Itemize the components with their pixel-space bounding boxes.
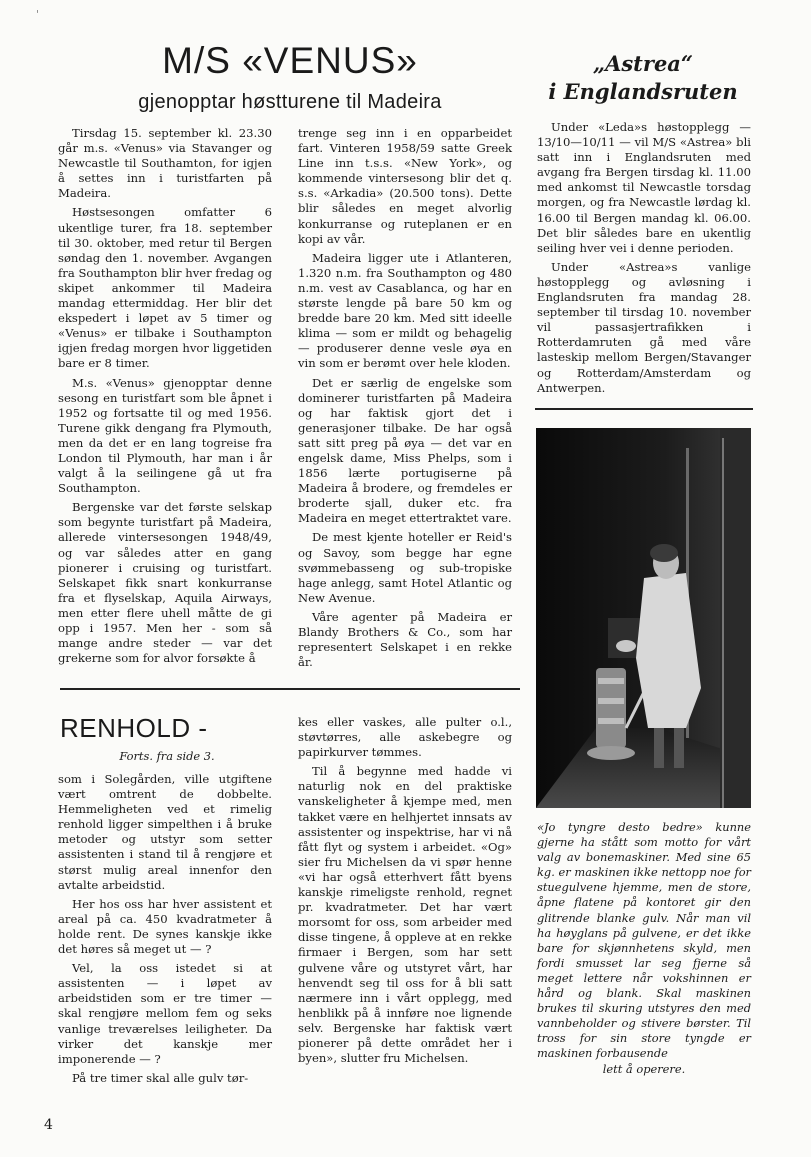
astrea-headline-line-1: „Astrea“ (592, 51, 693, 76)
section-divider (60, 688, 520, 690)
photo-caption (537, 820, 751, 1077)
renhold-paragraph: Til å begynne med hadde vi naturlig nok en del praktiske vanskeligheter å kjempe med, men takket være en helhjertet innsats av assistenter og inspektrise, har vi nå fått flyt og system i arbeidet. «Og» sier fru Michelsen da vi spør henne «vi har også etterhvert fått byens kanskje rimeligste renhold, regnet pr. kvadratmeter. Det har vært morsomt for oss, som arbeider med disse tingene, å oppleve at en rekke firmaer i Bergen, som har sett gulvene våre og utstyret vårt, har henvendt seg til oss for å bli satt nærmere inn i vårt opplegg, med henblikk på å innføre noe lignende selv. Bergenske har faktisk vært pionerer på dette området her i byen», slutter fru Michelsen. (298, 764, 512, 1066)
corner-mark: ' (36, 8, 40, 21)
renhold-paragraph: Her hos oss har hver assistent et areal på ca. 450 kvadratmeter å holde rent. De synes kanskje ikke det høres så meget ut — ? (58, 896, 272, 957)
renhold-column-1 (58, 772, 272, 1090)
astrea-headline-line-2: i Englandsruten (548, 79, 738, 104)
venus-paragraph: Bergenske var det første selskap som begynte turistfart på Madeira, allerede vintersesongen 1948/49, og var således atter en gang pionerer i cruising og turistfart. Selskapet fikk snart konkurranse fra et flyselskap, Aquila Airways, men etter flere uhell måtte de gi opp i 1957. Men her - som så mange andre steder — var det grekerne som for alvor forsøkte å (58, 500, 272, 666)
renhold-headline: RENHOLD - (60, 713, 208, 743)
venus-paragraph: Det er særlig de engelske som dominerer turistfarten på Madeira og har faktisk gjort det i generasjoner tilbake. De har også satt sitt preg på øya — det var en engelsk dame, Miss Phelps, som i 1856 lærte portugiserne på Madeira å brodere, og fremdeles er broderte sjall, duker etc. fra Madeira en meget ettertraktet vare. (298, 375, 512, 526)
venus-column-2 (298, 126, 512, 674)
astrea-paragraph: Under «Astrea»s vanlige høstopplegg og avløsning i Englandsruten fra mandag 28. september til tirsdag 10. november vil passasjertrafikken i Rotterdamruten gå med våre lasteskip mellom Bergen/Stavanger og Rotterdam/Amsterdam og Antwerpen. (537, 259, 751, 395)
astrea-headline (528, 50, 758, 106)
venus-headline: M/S «VENUS» (162, 40, 418, 81)
renhold-column-2 (298, 715, 512, 1070)
floor-polisher-photo (536, 428, 751, 808)
venus-paragraph: Høstsesongen omfatter 6 ukentlige turer, fra 18. september til 30. oktober, med retur til Bergen søndag den 1. november. Avgangen fra Southampton blir hver fredag og skipet ankommer til Madeira mandag ettermiddag. Her blir det ekspedert i løpet av 5 timer og «Venus» er tilbake i Southampton igjen fredag morgen hvor liggetiden bare er 8 timer. (58, 205, 272, 371)
renhold-paragraph: På tre timer skal alle gulv tør- (72, 1070, 249, 1085)
venus-paragraph: trenge seg inn i en opparbeidet fart. Vinteren 1958/59 satte Greek Line inn t.s.s. «New York», og kommende vintersesong blir det q. s.s. «Arkadia» (20.500 tons). Dette blir således en meget alvorlig konkurranse og ruteplanen er en kopi av vår. (298, 126, 512, 246)
renhold-paragraph: kes eller vaskes, alle pulter o.l., støvtørres, alle askebegre og papirkurver tømmes. (298, 715, 512, 760)
venus-paragraph: De mest kjente hoteller er Reid's og Savoy, som begge har egne svømmebasseng og sub-tropiske hage anlegg, samt Hotel Atlantic og New Avenue. (298, 530, 512, 605)
venus-paragraph: M.s. «Venus» gjenopptar denne sesong en turistfart som ble åpnet i 1952 og fortsatte til og med 1956. Turene gikk dengang fra Plymouth, men da det er en lang togreise fra London til Plymouth, har man i år valgt å la seilingene gå ut fra Southampton. (58, 375, 272, 496)
renhold-paragraph: som i Solegården, ville utgiftene vært omtrent de dobbelte. Hemmeligheten ved et rimelig renhold ligger simpelthen i å bruke metoder og utstyr som setter assistenten i stand til å rengjøre et størst mulig areal innenfor den avtalte arbeidstid. (58, 772, 272, 892)
venus-paragraph: Tirsdag 15. september kl. 23.30 går m.s. «Venus» via Stavanger og Newcastle til Southamton, for igjen å settes inn i turistfarten på Madeira. (58, 126, 272, 201)
venus-paragraph: Madeira ligger ute i Atlanteren, 1.320 n.m. fra Southampton og 480 n.m. vest av Casablanca, og har en største lengde på bare 50 km og bredde bare 20 km. Med sitt ideelle klima — som er mildt og behagelig — produserer denne vesle øya en vin som er berømt over hele kloden. (298, 250, 512, 371)
photo-illustration (536, 428, 751, 808)
venus-column-1 (58, 126, 272, 670)
astrea-paragraph: Under «Leda»s høstopplegg — 13/10—10/11 — vil M/S «Astrea» bli satt inn i Englandsruten med avgang fra Bergen tirsdag kl. 11.00 med ankomst til Newcastle torsdag morgen, og fra Newcastle lørdag kl. 16.00 til Bergen mandag kl. 06.00. Det blir således bare en ukentlig seiling hver vei i denne perioden. (537, 120, 751, 255)
astrea-column (537, 120, 751, 400)
sidebar-divider (535, 408, 753, 410)
page-number: 4 (44, 1117, 53, 1133)
continued-note: Forts. fra side 3. (119, 749, 215, 763)
renhold-paragraph: Vel, la oss istedet si at assistenten — i løpet av arbeidstiden som er tre timer — skal rengjøre mellom fem og seks vanlige treværelses leiligheter. Da virker det kanskje mer imponerende — ? (58, 961, 272, 1066)
photo-caption-ending: lett å operere. (602, 1061, 686, 1076)
venus-subheadline: gjenopptar høstturene til Madeira (138, 91, 442, 113)
venus-paragraph: Våre agenter på Madeira er Blandy Brothers & Co., som har representert Selskapet i en rekke år. (298, 609, 512, 670)
photo-caption-text: «Jo tyngre desto bedre» kunne gjerne ha stått som motto for vårt valg av bonemaskiner. Med sine 65 kg. er maskinen ikke nettopp noe for stuegulvene hjemme, men de store, åpne flatene på kontoret gir den glitrende blanke gulv. Når man vil ha høyglans på gulvene, er det ikke bare for skjønnhetens skyld, men fordi smusset lar seg fjerne så meget lettere når vokshinnen er hård og blank. Skal maskinen brukes til skuring utstyres den med vannbeholder og stivere børster. Til tross for sin store tyngde er maskinen forbausende (537, 820, 751, 1061)
